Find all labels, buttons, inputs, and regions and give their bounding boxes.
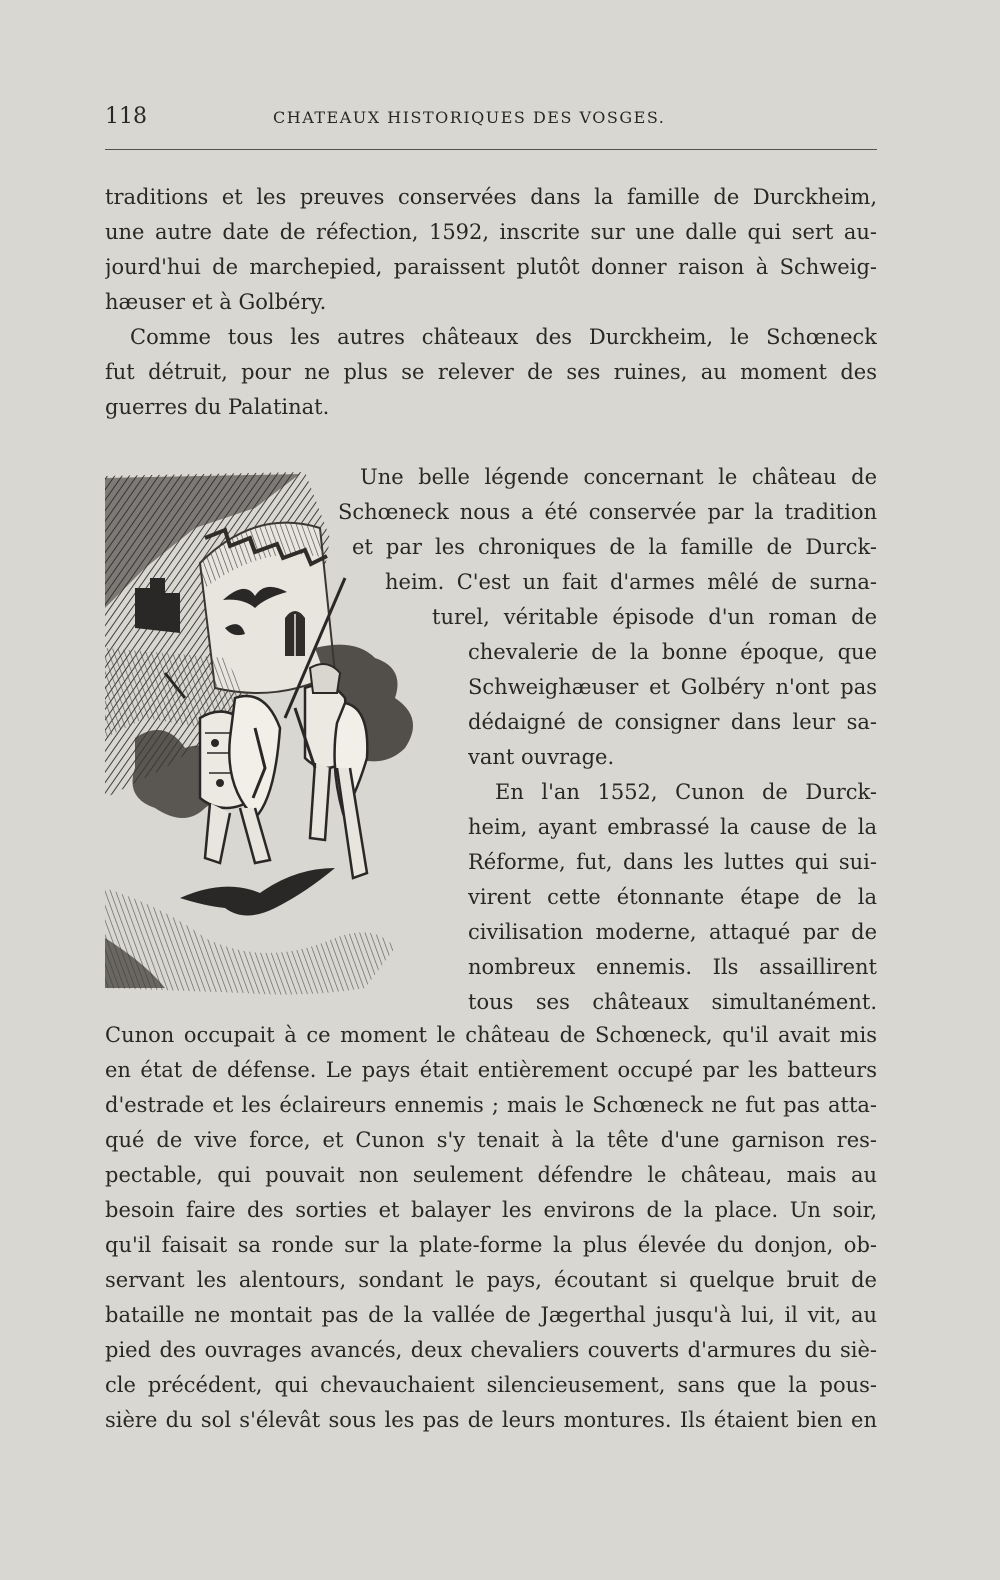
text-line: pied des ouvrages avancés, deux chevaliers couverts d'armures du siè- (105, 1338, 877, 1362)
text-line: traditions et les preuves conservées dans la famille de Durckheim, (105, 185, 877, 209)
text-line: en état de défense. Le pays était entièrement occupé par les batteurs (105, 1058, 877, 1082)
page-number: 118 (105, 104, 147, 129)
text-line: qu'il faisait sa ronde sur la plate-forme la plus élevée du donjon, ob- (105, 1233, 877, 1257)
running-title: CHATEAUX HISTORIQUES DES VOSGES. (273, 108, 666, 127)
text-line: sière du sol s'élevât sous les pas de leurs montures. Ils étaient bien en (105, 1408, 877, 1432)
text-line: jourd'hui de marchepied, paraissent plutôt donner raison à Schweig- (105, 255, 877, 279)
header-rule (105, 149, 877, 150)
text-line: cle précédent, qui chevauchaient silencieusement, sans que la pous- (105, 1373, 877, 1397)
page-header (105, 104, 885, 132)
text-line: qué de vive force, et Cunon s'y tenait à la tête d'une garnison res- (105, 1128, 877, 1152)
text-line: servant les alentours, sondant le pays, écoutant si quelque bruit de (105, 1268, 877, 1292)
text-line: besoin faire des sorties et balayer les environs de la place. Un soir, (105, 1198, 877, 1222)
text-line: vant ouvrage. (468, 745, 615, 769)
text-line: Cunon occupait à ce moment le château de Schœneck, qu'il avait mis (105, 1023, 877, 1047)
text-line: bataille ne montait pas de la vallée de Jægerthal jusqu'à lui, il vit, au (105, 1303, 877, 1327)
text-line: une autre date de réfection, 1592, inscrite sur une dalle qui sert au- (105, 220, 877, 244)
text-line: turel, véritable épisode d'un roman de (432, 605, 877, 629)
text-line: Schœneck nous a été conservée par la tradition (338, 500, 877, 524)
text-line: heim. C'est un fait d'armes mêlé de surna- (385, 570, 877, 594)
text-line: En l'an 1552, Cunon de Durck- (495, 780, 877, 804)
text-line: heim, ayant embrassé la cause de la (468, 815, 877, 839)
text-line: Comme tous les autres châteaux des Durckheim, le Schœneck (130, 325, 877, 349)
text-line: dédaigné de consigner dans leur sa- (468, 710, 877, 734)
text-line: et par les chroniques de la famille de Durck- (352, 535, 877, 559)
text-line: d'estrade et les éclaireurs ennemis ; mais le Schœneck ne fut pas atta- (105, 1093, 877, 1117)
text-line: hæuser et à Golbéry. (105, 290, 327, 314)
text-line: guerres du Palatinat. (105, 395, 330, 419)
text-line: fut détruit, pour ne plus se relever de ses ruines, au moment des (105, 360, 877, 384)
text-line: Schweighæuser et Golbéry n'ont pas (468, 675, 877, 699)
text-line: civilisation moderne, attaqué par de (468, 920, 877, 944)
text-line: Réforme, fut, dans les luttes qui sui- (468, 850, 877, 874)
text-line: nombreux ennemis. Ils assaillirent (468, 955, 877, 979)
text-line: virent cette étonnante étape de la (468, 885, 877, 909)
text-line: Une belle légende concernant le château de (360, 465, 877, 489)
text-line: pectable, qui pouvait non seulement défendre le château, mais au (105, 1163, 877, 1187)
text-line: chevalerie de la bonne époque, que (468, 640, 877, 664)
text-line: tous ses châteaux simultanément. (468, 990, 877, 1014)
